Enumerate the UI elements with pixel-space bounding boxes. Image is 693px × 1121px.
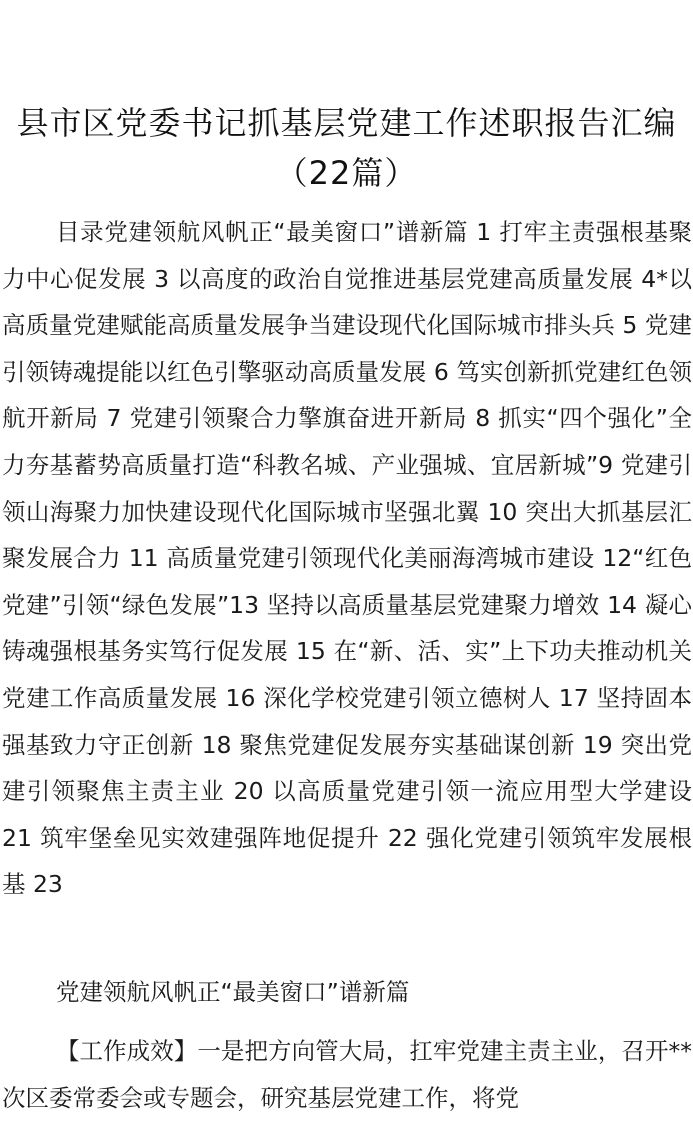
section-heading: 党建领航风帆正“最美窗口”谱新篇 [56,978,410,1006]
table-of-contents-paragraph: 目录党建领航风帆正“最美窗口”谱新篇 1 打牢主责强根基聚力中心促发展 3 以高度的政治自觉推进基层党建高质量发展 4*以高质量党建赋能高质量发展争当建设现代化国际城市排头兵 5 党建引领铸魂提能以红色引擎驱动高质量发展 6 笃实创新抓党建红色领航开新局 7 党建引领聚合力擎旗奋进开新局 8 抓实“四个强化”全力夯基蓄势高质量打造“科教名城、产业强城、宜居新城”9 党建引领山海聚力加快建设现代化国际城市坚强北翼 10 突出大抓基层汇聚发展合力 11 高质量党建引领现代化美丽海湾城市建设 12“红色党建”引领“绿色发展”13 坚持以高质量基层党建聚力增效 14 凝心铸魂强根基务实笃行促发展 15 在“新、活、实”上下功夫推动机关党建工作高质量发展 16 深化学校党建引领立德树人 17 坚持固本强基致力守正创新 18 聚焦党建促发展夯实基础谋创新 19 突出党建引领聚焦主责主业 20 以高质量党建引领一流应用型大学建设 21 筑牢堡垒见实效建强阵地促提升 22 强化党建引领筑牢发展根基 23 [2,218,692,899]
document-title: 县市区党委书记抓基层党建工作述职报告汇编（22篇） [16,104,677,192]
body-paragraph: 【工作成效】一是把方向管大局，扛牢党建主责主业，召开**次区委常委会或专题会，研究基层党建工作，将党 [2,1037,692,1112]
